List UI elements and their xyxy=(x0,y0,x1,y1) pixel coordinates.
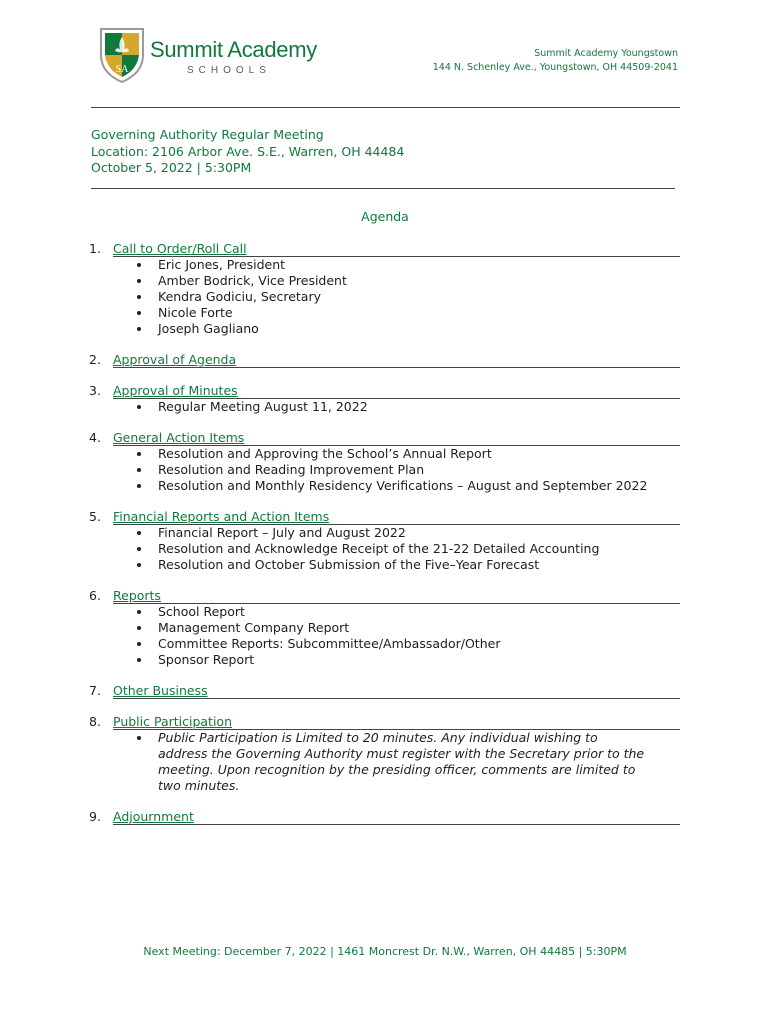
section-title: Public Participation xyxy=(113,714,680,730)
list-item: Management Company Report xyxy=(158,620,680,636)
section-title: Reports xyxy=(113,588,680,604)
section-title: Approval of Minutes xyxy=(113,383,680,399)
meeting-divider xyxy=(91,188,675,189)
section-heading xyxy=(89,509,680,525)
address-line-1: Summit Academy Youngstown xyxy=(534,48,678,59)
section-title: Approval of Agenda xyxy=(113,352,680,368)
section-number: 1. xyxy=(89,241,101,256)
section-title: Call to Order/Roll Call xyxy=(113,241,680,257)
list-item: Sponsor Report xyxy=(158,652,680,668)
list-item: Resolution and Reading Improvement Plan xyxy=(158,462,680,478)
section-title: Other Business xyxy=(113,683,680,699)
agenda-section xyxy=(89,509,680,573)
section-title: Financial Reports and Action Items xyxy=(113,509,680,525)
section-items xyxy=(89,604,680,668)
next-meeting-footer: Next Meeting: December 7, 2022 | 1461 Moncrest Dr. N.W., Warren, OH 44485 | 5:30PM xyxy=(143,945,627,958)
agenda-section xyxy=(89,352,680,368)
section-title: Adjournment xyxy=(113,809,680,825)
list-item: Regular Meeting August 11, 2022 xyxy=(158,399,680,415)
section-number: 2. xyxy=(89,352,101,367)
public-participation-note: Public Participation is Limited to 20 minutes. Any individual wishing to address the Governing Authority must register with the Secretary prior to the meeting. Upon recognition by the presiding officer, comments are limited to two minutes. xyxy=(158,730,680,794)
section-heading xyxy=(89,383,680,399)
agenda-section xyxy=(89,588,680,668)
list-item: School Report xyxy=(158,604,680,620)
section-heading xyxy=(89,241,680,257)
section-items xyxy=(89,730,680,794)
section-heading xyxy=(89,352,680,368)
agenda-section xyxy=(89,383,680,415)
section-number: 4. xyxy=(89,430,101,445)
section-heading xyxy=(89,588,680,604)
meeting-location: Location: 2106 Arbor Ave. S.E., Warren, OH 44484 xyxy=(91,143,405,159)
section-number: 9. xyxy=(89,809,101,824)
meeting-datetime: October 5, 2022 | 5:30PM xyxy=(91,160,252,175)
section-items xyxy=(89,446,680,494)
meeting-title: Governing Authority Regular Meeting xyxy=(91,127,324,142)
section-items xyxy=(89,525,680,573)
section-number: 7. xyxy=(89,683,101,698)
list-item: Financial Report – July and August 2022 xyxy=(158,525,680,541)
agenda-section xyxy=(89,430,680,494)
list-item: Resolution and Approving the School’s Annual Report xyxy=(158,446,680,462)
section-heading xyxy=(89,714,680,730)
list-item: Kendra Godiciu, Secretary xyxy=(158,289,680,305)
logo-subtitle: SCHOOLS xyxy=(187,65,271,76)
list-item: Committee Reports: Subcommittee/Ambassador/Other xyxy=(158,636,680,652)
agenda-section xyxy=(89,714,680,794)
meeting-info xyxy=(91,127,404,177)
address-line-2: 144 N. Schenley Ave., Youngstown, OH 44509-2041 xyxy=(432,62,678,73)
section-number: 3. xyxy=(89,383,101,398)
agenda-title: Agenda xyxy=(361,209,409,224)
agenda-section xyxy=(89,809,680,825)
section-heading xyxy=(89,430,680,446)
list-item: Amber Bodrick, Vice President xyxy=(158,273,680,289)
school-address xyxy=(433,47,678,75)
section-number: 6. xyxy=(89,588,101,603)
section-title: General Action Items xyxy=(113,430,680,446)
section-heading xyxy=(89,683,680,699)
list-item: Resolution and Acknowledge Receipt of the 21-22 Detailed Accounting xyxy=(158,541,680,557)
list-item: Eric Jones, President xyxy=(158,257,680,273)
summit-academy-logo xyxy=(98,25,317,87)
header-divider xyxy=(91,107,680,108)
shield-crest-icon xyxy=(98,25,146,85)
agenda-sections xyxy=(89,241,680,840)
section-heading xyxy=(89,809,680,825)
section-number: 8. xyxy=(89,714,101,729)
logo-name: Summit Academy xyxy=(150,37,317,62)
list-item: Resolution and Monthly Residency Verifications – August and September 2022 xyxy=(158,478,680,494)
agenda-section xyxy=(89,683,680,699)
section-items xyxy=(89,257,680,337)
list-item: Nicole Forte xyxy=(158,305,680,321)
svg-text:SA: SA xyxy=(115,64,129,75)
section-items xyxy=(89,399,680,415)
list-item: Joseph Gagliano xyxy=(158,321,680,337)
list-item: Resolution and October Submission of the Five–Year Forecast xyxy=(158,557,680,573)
agenda-section xyxy=(89,241,680,337)
section-number: 5. xyxy=(89,509,101,524)
